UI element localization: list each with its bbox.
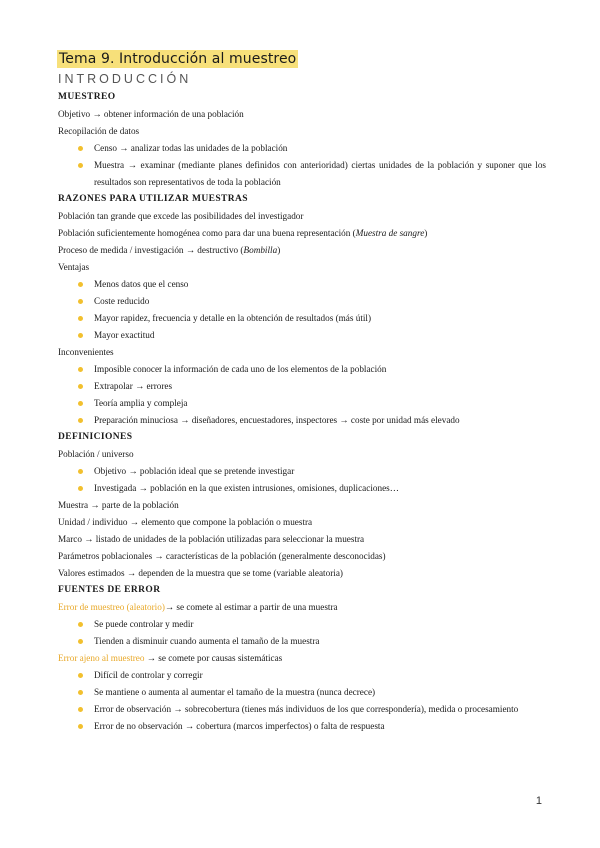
bullet-icon <box>78 639 83 644</box>
list-ventajas <box>58 276 546 344</box>
list-item: Difícil de controlar y corregir <box>78 667 546 684</box>
list-item: Mayor rapidez, frecuencia y detalle en la obtención de resultados (más útil) <box>78 310 546 327</box>
list-item: Error de observación → sobrecobertura (tienes más individuos de los que correspondería), medida o procesamiento <box>78 701 546 718</box>
text-definicion: Muestra → parte de la población <box>58 500 179 510</box>
text-definicion: Parámetros poblacionales → características de la población (generalmente desconocidas) <box>58 551 386 561</box>
list-item: Imposible conocer la información de cada uno de los elementos de la población <box>78 361 546 378</box>
list-poblacion <box>58 463 546 497</box>
list-item: Muestra → examinar (mediante planes definidos con anterioridad) ciertas unidades de la población y suponer que los resultados son representativos de toda la población <box>78 157 546 191</box>
bullet-icon <box>78 690 83 695</box>
bullet-icon <box>78 418 83 423</box>
text-recopilacion: Recopilación de datos <box>58 126 140 136</box>
bullet-icon <box>78 724 83 729</box>
bullet-icon <box>78 367 83 372</box>
bullet-icon <box>78 384 83 389</box>
list-item: Mayor exactitud <box>78 327 546 344</box>
list-item: Teoría amplia y compleja <box>78 395 546 412</box>
bullet-icon <box>78 333 83 338</box>
text-definicion: Marco → listado de unidades de la población utilizadas para seleccionar la muestra <box>58 534 365 544</box>
list-item: Objetivo → población ideal que se pretende investigar <box>78 463 546 480</box>
list-item: Se puede controlar y medir <box>78 616 546 633</box>
bullet-icon <box>78 282 83 287</box>
list-recopilacion <box>58 140 546 191</box>
list-item: Censo → analizar todas las unidades de la población <box>78 140 546 157</box>
bullet-icon <box>78 469 83 474</box>
text-razon-1: Población tan grande que excede las posibilidades del investigador <box>58 211 304 221</box>
text-definicion: Valores estimados → dependen de la muestra que se tome (variable aleatoria) <box>58 568 343 578</box>
text-definicion: Unidad / individuo → elemento que compone la población o muestra <box>58 517 313 527</box>
list-item: Error de no observación → cobertura (marcos imperfectos) o falta de respuesta <box>78 718 546 735</box>
bullet-icon <box>78 146 83 151</box>
list-item: Extrapolar → errores <box>78 378 546 395</box>
label-ventajas: Ventajas <box>58 262 90 272</box>
list-item: Menos datos que el censo <box>78 276 546 293</box>
document-page <box>58 50 546 735</box>
heading-definiciones: DEFINICIONES <box>58 432 133 442</box>
label-poblacion: Población / universo <box>58 449 134 459</box>
heading-razones: RAZONES PARA UTILIZAR MUESTRAS <box>58 194 248 204</box>
bullet-icon <box>78 299 83 304</box>
list-error-ajeno <box>58 667 546 735</box>
bullet-icon <box>78 622 83 627</box>
text-objetivo: Objetivo → obtener información de una población <box>58 109 244 119</box>
bullet-icon <box>78 401 83 406</box>
page-title: Tema 9. Introducción al muestreo <box>59 51 297 67</box>
text-error-ajeno: Error ajeno al muestreo → se comete por causas sistemáticas <box>58 653 283 663</box>
text-error-muestreo: Error de muestreo (aleatorio)→ se comete al estimar a partir de una muestra <box>58 602 338 612</box>
bullet-icon <box>78 673 83 678</box>
text-razon-2: Población suficientemente homogénea como para dar una buena representación (Muestra de sangre) <box>58 228 428 238</box>
list-item: Investigada → población en la que existen intrusiones, omisiones, duplicaciones… <box>78 480 546 497</box>
page-number: 1 <box>535 795 542 807</box>
bullet-icon <box>78 163 83 168</box>
label-inconvenientes: Inconvenientes <box>58 347 114 357</box>
list-item: Preparación minuciosa → diseñadores, encuestadores, inspectores → coste por unidad más elevado <box>78 412 546 429</box>
section-heading-introduccion: INTRODUCCIÓN <box>58 72 192 86</box>
text-razon-3: Proceso de medida / investigación → destructivo (Bombilla) <box>58 245 281 255</box>
list-item: Tienden a disminuir cuando aumenta el tamaño de la muestra <box>78 633 546 650</box>
heading-fuentes-error: FUENTES DE ERROR <box>58 585 161 595</box>
heading-muestreo: MUESTREO <box>58 92 116 102</box>
list-item: Coste reducido <box>78 293 546 310</box>
bullet-icon <box>78 486 83 491</box>
list-error-muestreo <box>58 616 546 650</box>
bullet-icon <box>78 316 83 321</box>
bullet-icon <box>78 707 83 712</box>
list-item: Se mantiene o aumenta al aumentar el tamaño de la muestra (nunca decrece) <box>78 684 546 701</box>
list-inconvenientes <box>58 361 546 429</box>
